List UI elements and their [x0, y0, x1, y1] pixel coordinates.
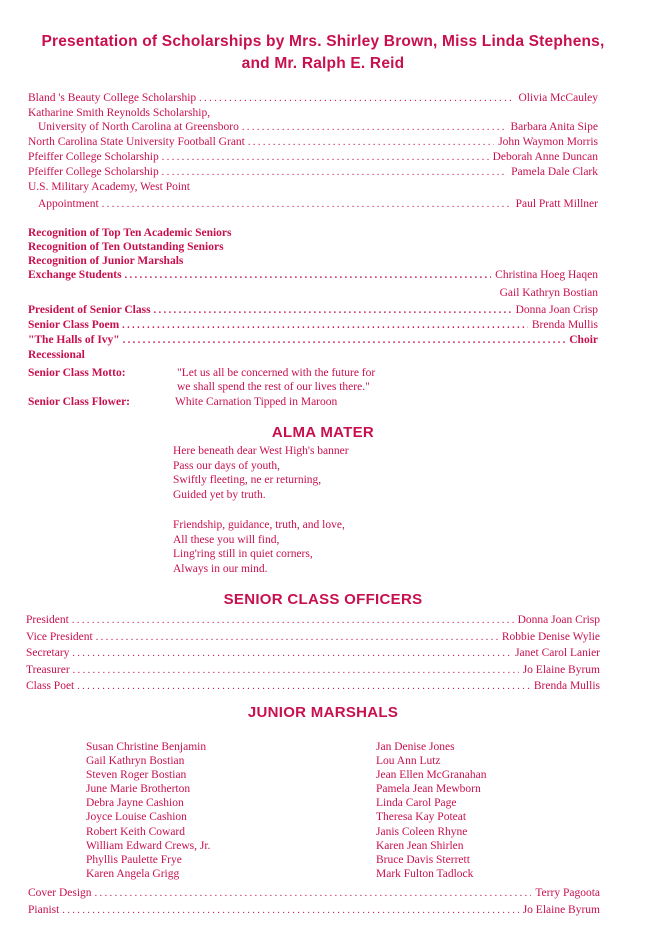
- marshal-name: Pamela Jean Mewborn: [376, 783, 481, 796]
- scholarship-label: North Carolina State University Football Grant: [28, 136, 245, 148]
- program-value: Choir: [569, 334, 598, 346]
- marshal-name: Lou Ann Lutz: [376, 755, 441, 768]
- program-value: Gail Kathryn Bostian: [499, 287, 598, 299]
- recognitions-section: [28, 226, 598, 362]
- leader-dots: [248, 136, 494, 150]
- scholarship-recipient: Barbara Anita Sipe: [510, 121, 598, 133]
- leader-dots: [122, 319, 528, 333]
- marshal-name: Phyllis Paulette Frye: [86, 853, 182, 866]
- junior-marshals-heading: JUNIOR MARSHALS: [247, 704, 399, 721]
- program-value: Christina Hoeg Haqen: [495, 269, 598, 281]
- officer-name: Jo Elaine Byrum: [522, 663, 600, 676]
- poem-line: Pass our days of youth,: [173, 459, 281, 472]
- marshal-name: Joyce Louise Cashion: [86, 811, 187, 824]
- flower-label: Senior Class Flower:: [28, 396, 131, 408]
- poem-line: Always in our mind.: [173, 562, 268, 575]
- scholarships-section: [28, 91, 598, 212]
- scholarship-row: [28, 91, 598, 106]
- credit-row: [28, 886, 600, 901]
- marshal-name: Janis Coleen Rhyne: [376, 825, 468, 838]
- officer-row: [26, 679, 600, 694]
- marshal-name: Jean Ellen McGranahan: [376, 769, 487, 782]
- marshal-name: Theresa Kay Poteat: [376, 811, 467, 824]
- poem-line: Swiftly fleeting, ne er returning,: [173, 474, 322, 487]
- program-row: [28, 333, 598, 348]
- scholarship-recipient: Paul Pratt Millner: [515, 198, 598, 210]
- leader-dots: [199, 92, 514, 106]
- credit-label: Cover Design: [28, 887, 92, 899]
- marshal-name: Susan Christine Benjamin: [86, 741, 207, 753]
- credits-section: [28, 886, 600, 918]
- program-item: Recessional: [28, 349, 85, 361]
- officer-row: [26, 630, 600, 645]
- officer-title: Secretary: [26, 647, 70, 659]
- marshal-name: Steven Roger Bostian: [86, 769, 187, 782]
- marshal-name: June Marie Brotherton: [86, 783, 191, 796]
- poem-line: Here beneath dear West High's banner: [173, 445, 349, 457]
- officer-row: [26, 646, 600, 661]
- scholarship-recipient: Olivia McCauley: [518, 92, 598, 104]
- credit-label: Pianist: [28, 904, 60, 916]
- marshal-name: William Edward Crews, Jr.: [86, 839, 211, 852]
- program-label: President of Senior Class: [28, 304, 151, 316]
- officers-heading: SENIOR CLASS OFFICERS: [223, 591, 423, 608]
- marshal-name: Gail Kathryn Bostian: [86, 755, 185, 768]
- leader-dots: [72, 614, 514, 628]
- marshal-name: Karen Angela Grigg: [86, 867, 180, 880]
- leader-dots: [77, 680, 530, 694]
- officer-title: Treasurer: [26, 663, 70, 676]
- scholarship-row: [28, 150, 598, 165]
- alma-mater-verse-2: [173, 518, 345, 576]
- leader-dots: [102, 198, 512, 212]
- alma-mater-heading: ALMA MATER: [271, 424, 375, 441]
- marshal-name: Karen Jean Shirlen: [376, 839, 464, 852]
- scholarship-label: Bland 's Beauty College Scholarship: [28, 92, 197, 104]
- officers-list: [26, 613, 600, 694]
- marshal-name: Debra Jayne Cashion: [86, 797, 184, 810]
- leader-dots: [162, 151, 489, 165]
- scholarship-recipient: Deborah Anne Duncan: [492, 151, 598, 163]
- leader-dots: [162, 166, 507, 180]
- flower-value: White Carnation Tipped in Maroon: [175, 396, 338, 408]
- program-value: Donna Joan Crisp: [515, 304, 598, 316]
- marshal-name: Mark Fulton Tadlock: [376, 867, 474, 880]
- scholarship-row: [28, 165, 598, 180]
- program-row: [28, 303, 598, 318]
- credit-row: [28, 903, 600, 918]
- leader-dots: [96, 631, 498, 645]
- leader-dots: [73, 664, 519, 678]
- recognition-item: Recognition of Ten Outstanding Seniors: [28, 241, 224, 253]
- poem-line: Guided yet by truth.: [173, 488, 266, 501]
- poem-line: All these you will find,: [173, 533, 280, 546]
- credit-value: Terry Pagoota: [535, 887, 600, 899]
- officer-title: President: [26, 614, 69, 626]
- program-row: [28, 318, 598, 333]
- leader-dots: [123, 334, 566, 348]
- title-line-1: Presentation of Scholarships by Mrs. Shirley Brown, Miss Linda Stephens,: [41, 33, 605, 50]
- officer-title: Vice President: [26, 630, 93, 643]
- marshal-name: Bruce Davis Sterrett: [376, 853, 470, 866]
- marshal-name: Linda Carol Page: [376, 797, 457, 810]
- recognition-item: Recognition of Top Ten Academic Seniors: [28, 227, 232, 239]
- scholarship-row: [28, 120, 598, 135]
- credit-value: Jo Elaine Byrum: [522, 904, 600, 916]
- leader-dots: [242, 121, 507, 135]
- program-label: Senior Class Poem: [28, 319, 120, 331]
- program-row: [28, 268, 598, 283]
- officer-row: [26, 663, 600, 678]
- leader-dots: [72, 647, 511, 661]
- scholarship-label: Katharine Smith Reynolds Scholarship,: [28, 107, 211, 119]
- scholarship-recipient: John Waymon Morris: [498, 136, 598, 148]
- poem-line: Friendship, guidance, truth, and love,: [173, 519, 345, 531]
- officer-title: Class Poet: [26, 680, 75, 692]
- leader-dots: [154, 304, 512, 318]
- scholarship-label: U.S. Military Academy, West Point: [28, 181, 190, 193]
- title-line-2: and Mr. Ralph E. Reid: [241, 55, 405, 72]
- motto-label: Senior Class Motto:: [28, 367, 126, 379]
- program-label: "The Halls of Ivy": [28, 334, 120, 346]
- scholarship-recipient: Pamela Dale Clark: [511, 166, 598, 178]
- motto-line: "Let us all be concerned with the future for: [177, 367, 376, 379]
- leader-dots: [62, 904, 518, 918]
- marshal-name: Robert Keith Coward: [86, 825, 186, 838]
- program-value: Brenda Mullis: [531, 319, 598, 331]
- alma-mater-verse-1: [173, 444, 349, 502]
- scholarship-label: University of North Carolina at Greensboro: [38, 121, 239, 133]
- marshal-name: Jan Denise Jones: [376, 741, 455, 753]
- scholarship-label: Pfeiffer College Scholarship: [28, 166, 159, 178]
- scholarship-row: [28, 197, 598, 212]
- motto-line: we shall spend the rest of our lives there.": [177, 381, 370, 393]
- scholarship-label: Appointment: [38, 198, 99, 210]
- officer-row: [26, 613, 600, 628]
- marshals-right-column: [376, 740, 486, 881]
- program-label: Exchange Students: [28, 269, 122, 281]
- officer-name: Robbie Denise Wylie: [501, 630, 600, 643]
- scholarship-label: Pfeiffer College Scholarship: [28, 151, 159, 163]
- poem-line: Ling'ring still in quiet corners,: [173, 548, 313, 561]
- officer-name: Donna Joan Crisp: [517, 614, 600, 626]
- marshals-left-column: [86, 740, 210, 881]
- leader-dots: [125, 269, 492, 283]
- officer-name: Brenda Mullis: [533, 680, 600, 692]
- leader-dots: [95, 887, 532, 901]
- scholarship-row: [28, 135, 598, 150]
- recognition-item: Recognition of Junior Marshals: [28, 255, 184, 267]
- officer-name: Janet Carol Lanier: [515, 647, 600, 659]
